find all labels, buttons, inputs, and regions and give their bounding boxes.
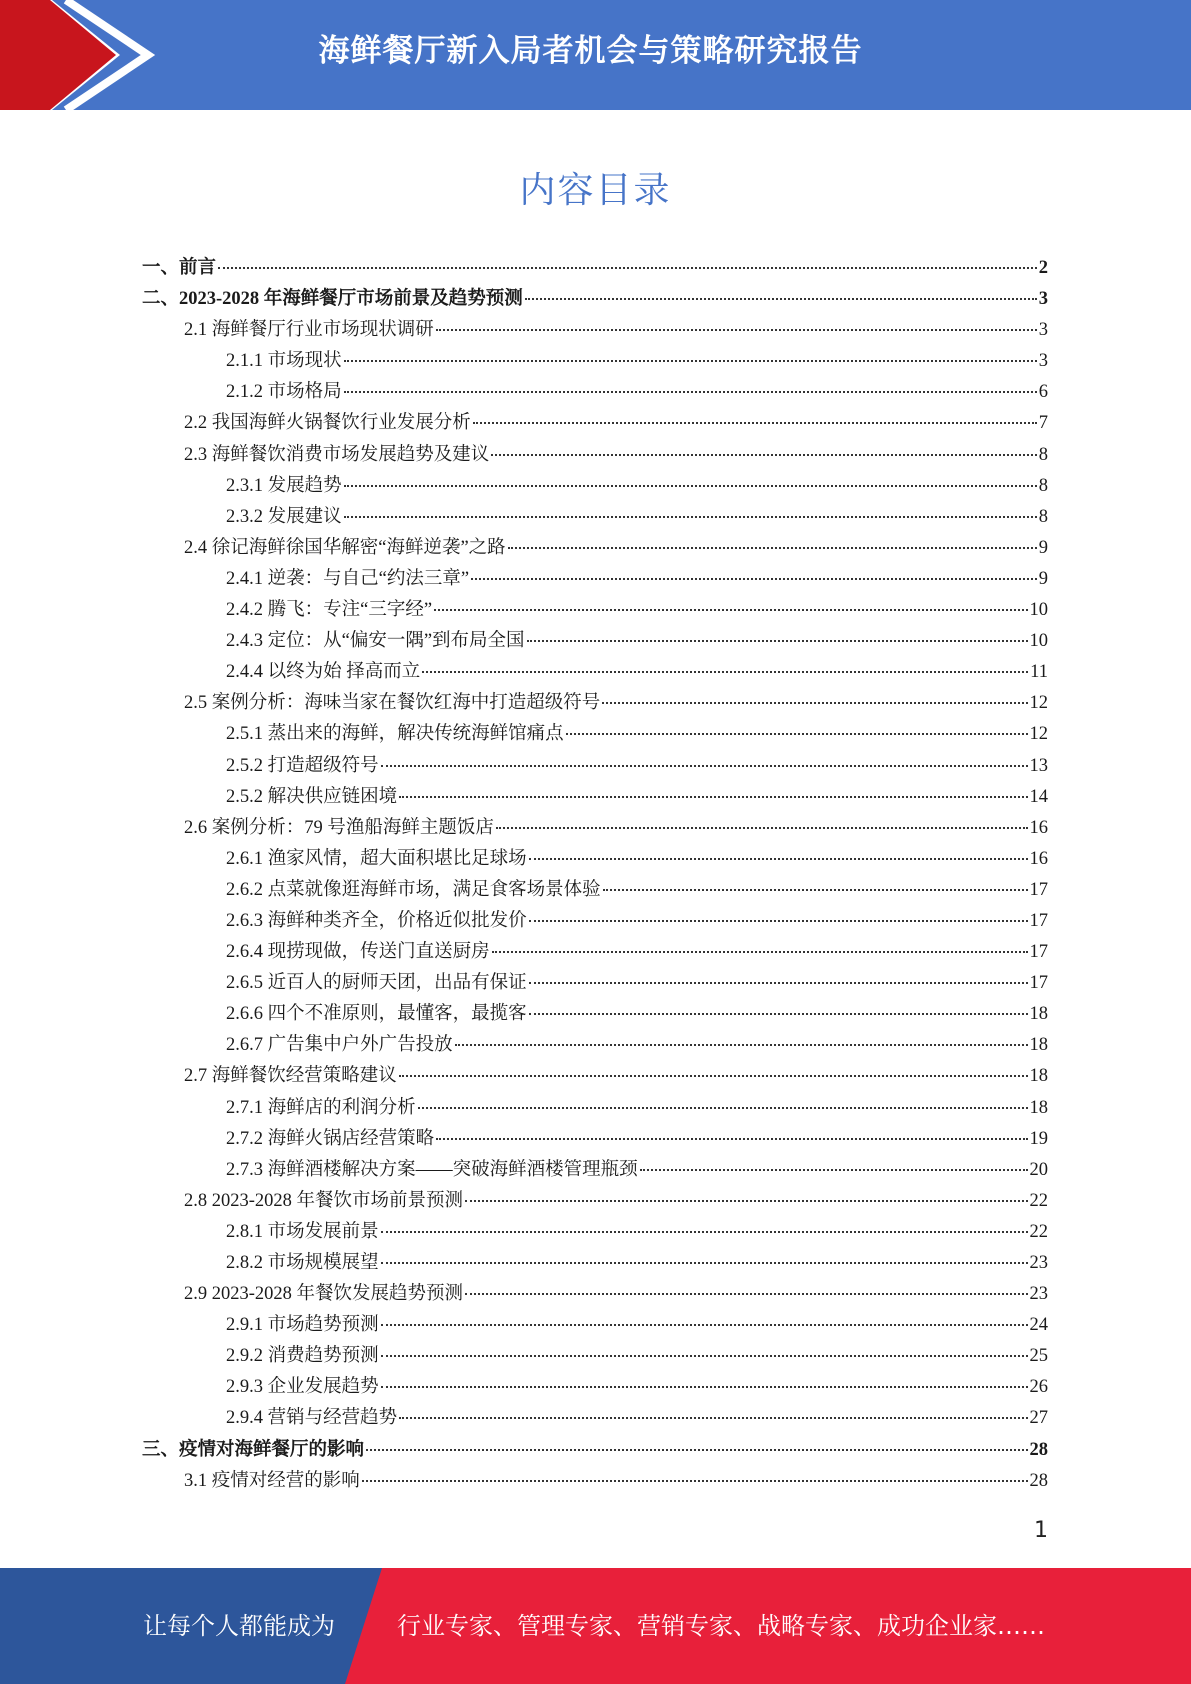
toc-entry-page: 26 xyxy=(1029,1377,1048,1398)
toc-entry-page: 17 xyxy=(1029,973,1048,994)
toc-dot-leader xyxy=(218,267,1037,269)
toc-entry[interactable] xyxy=(142,564,1048,595)
toc-dot-leader xyxy=(436,1138,1027,1140)
toc-entry-page: 20 xyxy=(1029,1159,1048,1180)
toc-entry-page: 8 xyxy=(1038,475,1048,496)
toc-entry[interactable] xyxy=(142,1124,1048,1155)
toc-entry-page: 16 xyxy=(1029,817,1048,838)
toc-entry[interactable] xyxy=(142,844,1048,875)
toc-entry[interactable] xyxy=(142,1093,1048,1124)
toc-dot-leader xyxy=(465,1293,1027,1295)
toc-dot-leader xyxy=(473,422,1037,424)
toc-entry-page: 3 xyxy=(1038,289,1048,310)
toc-entry[interactable] xyxy=(142,751,1048,782)
toc-entry-page: 18 xyxy=(1029,1004,1048,1025)
toc-entry-page: 24 xyxy=(1029,1315,1048,1336)
toc-dot-leader xyxy=(381,1386,1028,1388)
toc-dot-leader xyxy=(640,1169,1028,1171)
toc-entry-page: 28 xyxy=(1029,1439,1048,1460)
toc-entry-page: 14 xyxy=(1029,786,1048,807)
toc-entry-title: 2.3.1 发展趋势 xyxy=(226,475,342,496)
toc-entry-page: 22 xyxy=(1029,1221,1048,1242)
toc-entry[interactable] xyxy=(142,502,1048,533)
header-band xyxy=(0,0,1191,110)
toc-entry-title: 2.5.2 解决供应链困境 xyxy=(226,786,398,807)
toc-dot-leader xyxy=(381,1355,1028,1357)
toc-entry-title: 2.3 海鲜餐饮消费市场发展趋势及建议 xyxy=(184,444,490,465)
toc-entry-page: 16 xyxy=(1029,848,1048,869)
toc-entry-title: 2.7.1 海鲜店的利润分析 xyxy=(226,1097,416,1118)
header-arrow-decoration xyxy=(0,0,160,110)
toc-dot-leader xyxy=(492,951,1028,953)
toc-entry-page: 17 xyxy=(1029,879,1048,900)
toc-entry[interactable] xyxy=(142,440,1048,471)
toc-entry-title: 2.3.2 发展建议 xyxy=(226,506,342,527)
toc-entry-title: 三、疫情对海鲜餐厅的影响 xyxy=(142,1439,365,1460)
toc-entry-title: 2.9.2 消费趋势预测 xyxy=(226,1346,379,1367)
page-number: 1 xyxy=(1034,1518,1048,1543)
toc-entry-title: 2.6.3 海鲜种类齐全，价格近似批发价 xyxy=(226,910,527,931)
toc-dot-leader xyxy=(344,485,1037,487)
footer-slogan-right: 行业专家、管理专家、营销专家、战略专家、成功企业家…… xyxy=(397,1612,1045,1640)
toc-dot-leader xyxy=(527,640,1028,642)
toc-entry-page: 10 xyxy=(1029,600,1048,621)
toc-entry-title: 2.7.2 海鲜火锅店经营策略 xyxy=(226,1128,435,1149)
toc-entry[interactable] xyxy=(142,906,1048,937)
toc-dot-leader xyxy=(344,516,1037,518)
toc-entry[interactable] xyxy=(142,1155,1048,1186)
toc-dot-leader xyxy=(529,1013,1028,1015)
toc-dot-leader xyxy=(344,391,1037,393)
toc-entry[interactable] xyxy=(142,657,1048,688)
toc-entry-page: 22 xyxy=(1029,1190,1048,1211)
toc-dot-leader xyxy=(418,1107,1028,1109)
toc-entry-title: 2.6.2 点菜就像逛海鲜市场，满足食客场景体验 xyxy=(226,879,601,900)
toc-dot-leader xyxy=(436,329,1037,331)
toc-entry-title: 2.4.4 以终为始 择高而立 xyxy=(226,662,421,683)
toc-entry-title: 2.8.2 市场规模展望 xyxy=(226,1253,379,1273)
toc-entry-title: 2.6.5 近百人的厨师天团，出品有保证 xyxy=(226,973,527,994)
toc-entry-page: 6 xyxy=(1038,382,1048,403)
toc-entry-title: 2.4.3 定位：从“偏安一隅”到布局全国 xyxy=(226,631,525,652)
toc-entry[interactable] xyxy=(142,688,1048,719)
toc-entry-title: 2.7.3 海鲜酒楼解决方案——突破海鲜酒楼管理瓶颈 xyxy=(226,1159,638,1180)
toc-entry-page: 10 xyxy=(1029,631,1048,652)
toc-dot-leader xyxy=(491,454,1036,456)
toc-entry-title: 2.9.4 营销与经营趋势 xyxy=(226,1408,398,1429)
toc-entry-title: 2.4 徐记海鲜徐国华解密“海鲜逆袭”之路 xyxy=(184,537,506,558)
toc-entry[interactable] xyxy=(142,533,1048,564)
toc-dot-leader xyxy=(529,982,1028,984)
toc-entry[interactable] xyxy=(142,1466,1048,1497)
toc-dot-leader xyxy=(566,733,1028,735)
toc-entry[interactable] xyxy=(142,1030,1048,1061)
toc-dot-leader xyxy=(529,858,1028,860)
toc-entry-title: 2.1.2 市场格局 xyxy=(226,382,342,403)
toc-entry[interactable] xyxy=(142,595,1048,626)
toc-entry[interactable] xyxy=(142,1279,1048,1310)
toc-entry-title: 2.9 2023-2028 年餐饮发展趋势预测 xyxy=(184,1284,464,1305)
toc-dot-leader xyxy=(602,702,1027,704)
toc-entry-title: 2.5.1 蒸出来的海鲜，解决传统海鲜馆痛点 xyxy=(226,724,564,745)
toc-dot-leader xyxy=(399,1075,1028,1077)
toc-entry-title: 2.5 案例分析：海味当家在餐饮红海中打造超级符号 xyxy=(184,693,601,714)
toc-heading: 内容目录 xyxy=(519,170,672,211)
toc-dot-leader xyxy=(529,920,1028,922)
toc-entry-page: 25 xyxy=(1029,1346,1048,1367)
toc-entry-page: 12 xyxy=(1029,693,1048,714)
toc-dot-leader xyxy=(603,889,1028,891)
toc-entry-title: 2.1.1 市场现状 xyxy=(226,351,342,372)
toc-entry[interactable] xyxy=(142,782,1048,813)
toc-entry-page: 11 xyxy=(1030,662,1048,683)
toc-entry-title: 2.4.2 腾飞：专注“三字经” xyxy=(226,600,433,621)
toc-dot-leader xyxy=(366,1449,1027,1451)
toc-dot-leader xyxy=(399,1417,1027,1419)
toc-dot-leader xyxy=(508,547,1037,549)
toc-entry[interactable] xyxy=(142,315,1048,346)
toc-dot-leader xyxy=(496,827,1028,829)
toc-entry-title: 2.6.6 四个不准原则，最懂客，最揽客 xyxy=(226,1004,527,1025)
toc-entry[interactable] xyxy=(142,408,1048,439)
toc-entry[interactable] xyxy=(142,875,1048,906)
toc-entry[interactable] xyxy=(142,471,1048,502)
toc-entry-page: 17 xyxy=(1029,942,1048,963)
toc-entry-title: 2.9.1 市场趋势预测 xyxy=(226,1315,379,1336)
toc-entry[interactable] xyxy=(142,346,1048,377)
toc-entry[interactable] xyxy=(142,1372,1048,1403)
toc-dot-leader xyxy=(399,796,1027,798)
toc-entry[interactable] xyxy=(142,719,1048,750)
toc-dot-leader xyxy=(422,671,1028,673)
toc-entry-title: 2.2 我国海鲜火锅餐饮行业发展分析 xyxy=(184,413,471,434)
toc-entry-title: 2.9.3 企业发展趋势 xyxy=(226,1377,379,1398)
toc-entry[interactable] xyxy=(142,937,1048,968)
toc-entry-page: 8 xyxy=(1038,506,1048,527)
toc-entry-title: 2.6 案例分析：79 号渔船海鲜主题饭店 xyxy=(184,817,494,838)
toc-entry-page: 18 xyxy=(1029,1066,1048,1087)
toc-entry[interactable] xyxy=(142,968,1048,999)
toc-entry[interactable] xyxy=(142,813,1048,844)
toc-entry[interactable] xyxy=(142,1435,1048,1466)
toc-entry-title: 2.8.1 市场发展前景 xyxy=(226,1221,379,1242)
toc-entry[interactable] xyxy=(142,284,1048,315)
toc-dot-leader xyxy=(465,1200,1027,1202)
toc-entry-title: 2.6.1 渔家风情，超大面积堪比足球场 xyxy=(226,848,527,869)
toc-entry-title: 2.4.1 逆袭：与自己“约法三章” xyxy=(226,568,470,589)
toc-dot-leader xyxy=(381,1324,1028,1326)
toc-entry-page: 23 xyxy=(1029,1284,1048,1305)
toc-entry-page: 17 xyxy=(1029,910,1048,931)
toc-dot-leader xyxy=(381,1231,1028,1233)
toc-entry[interactable] xyxy=(142,1061,1048,1092)
toc-entry[interactable] xyxy=(142,1310,1048,1341)
toc-entry[interactable] xyxy=(142,626,1048,657)
toc-dot-leader xyxy=(362,1480,1028,1482)
toc-entry-page: 7 xyxy=(1038,413,1048,434)
toc-dot-leader xyxy=(434,609,1027,611)
toc-dot-leader xyxy=(471,578,1037,580)
toc-entry-page: 3 xyxy=(1038,320,1048,341)
toc-entry[interactable] xyxy=(142,377,1048,408)
toc-entry-page: 23 xyxy=(1029,1253,1048,1273)
toc-entry-title: 2.5.2 打造超级符号 xyxy=(226,755,379,776)
toc-entry-title: 一、前言 xyxy=(142,258,217,278)
toc-entry[interactable] xyxy=(142,1341,1048,1372)
toc-entry-page: 8 xyxy=(1038,444,1048,465)
toc-entry[interactable] xyxy=(142,1217,1048,1248)
toc-entry-page: 12 xyxy=(1029,724,1048,745)
toc-entry-title: 2.6.4 现捞现做，传送门直送厨房 xyxy=(226,942,490,963)
footer-slogan-left: 让每个人都能成为 xyxy=(143,1612,335,1640)
toc-dot-leader xyxy=(344,360,1037,362)
toc-entry-title: 2.6.7 广告集中户外广告投放 xyxy=(226,1035,453,1056)
toc-entry-title: 2.7 海鲜餐饮经营策略建议 xyxy=(184,1066,397,1087)
report-title: 海鲜餐厅新入局者机会与策略研究报告 xyxy=(318,33,863,69)
toc-entry-page: 9 xyxy=(1038,568,1048,589)
toc-entry-title: 3.1 疫情对经营的影响 xyxy=(184,1470,360,1491)
toc-entry-page: 19 xyxy=(1029,1128,1048,1149)
toc-entry-page: 28 xyxy=(1029,1470,1048,1491)
toc-entry-page: 9 xyxy=(1038,537,1048,558)
toc-dot-leader xyxy=(381,1262,1028,1264)
toc-entry-page: 18 xyxy=(1029,1035,1048,1056)
toc-list xyxy=(142,253,1048,1497)
toc-entry[interactable] xyxy=(142,1403,1048,1434)
toc-entry[interactable] xyxy=(142,999,1048,1030)
toc-entry-title: 2.1 海鲜餐厅行业市场现状调研 xyxy=(184,320,434,341)
toc-dot-leader xyxy=(525,298,1037,300)
toc-dot-leader xyxy=(381,765,1028,767)
toc-entry-page: 2 xyxy=(1038,258,1048,278)
toc-entry-title: 2.8 2023-2028 年餐饮市场前景预测 xyxy=(184,1190,464,1211)
toc-entry-page: 27 xyxy=(1029,1408,1048,1429)
toc-entry-page: 13 xyxy=(1029,755,1048,776)
toc-entry[interactable] xyxy=(142,1248,1048,1279)
toc-entry-page: 18 xyxy=(1029,1097,1048,1118)
toc-entry[interactable] xyxy=(142,253,1048,284)
toc-entry-title: 二、2023-2028 年海鲜餐厅市场前景及趋势预测 xyxy=(142,289,523,310)
toc-dot-leader xyxy=(455,1044,1028,1046)
footer-band xyxy=(0,1568,1191,1684)
toc-entry-page: 3 xyxy=(1038,351,1048,372)
toc-entry[interactable] xyxy=(142,1186,1048,1217)
